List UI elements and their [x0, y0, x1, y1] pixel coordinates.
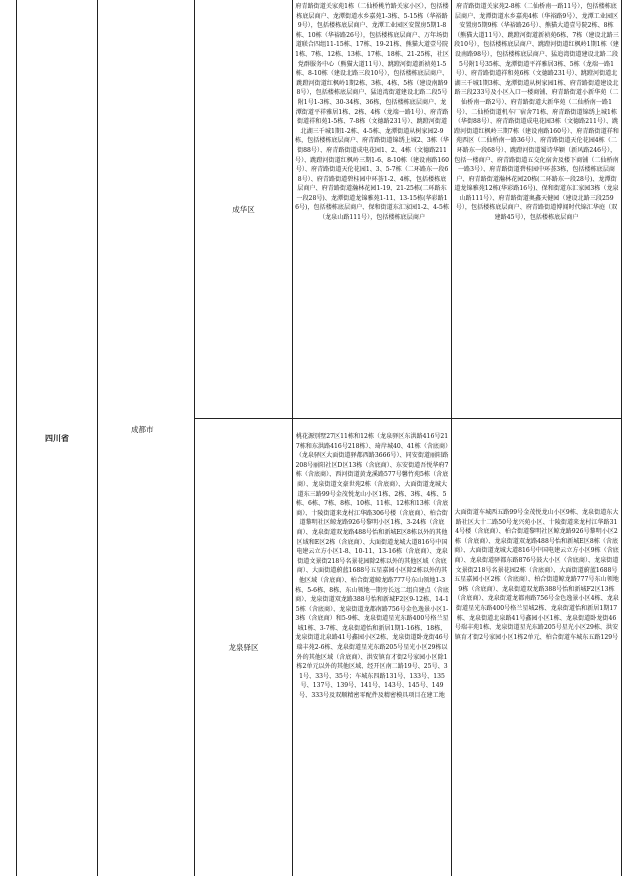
chenghua-area-b-text: 府青路街道关家苑2-8栋（二仙桥南一路11号），包括楼栋底层商户、龙潭街道水乡嘉苑4栋（华裕路9号）、龙潭工业园区安置房5期9栋（华裕路26号）、熊猫大道壹号院2栋、8栋（熊猫大道11号）、跳蹬河街道新祯苑6栋、7栋（建设北路三段10号），包括楼栋底层商户、跳蹬河街道红枫岭1期1栋（建设南路98号），包括楼栋底层商户、猛追湾街道建设北路二段5号附1号35栋、龙潭街道平祥雅居3栋、5栋（龙端一路1号）、府青路街道祥和苑6栋（文德路231号）、跳蹬河街道北湖三千城1期3栋、龙潭街道从树家园1栋、府青路街道建设北路三段233号及小区入口一楼商铺、府青路街道小新华苑（二仙桥南一路2号）、府青路街道大新华苑（二仙桥南一路1号）、二仙桥街道机车厂宿舍71栋、府青路街道锦绣上城1栋（华街88号）、府青路街道成电花园3栋（文德路211号）、跳蹬河街道红枫岭三期7栋（建设南路160号）、府青路街道祥和苑西区（二仙桥南一路36号）、府青路街道天伦花园4栋（二环路东一段68号）、跳蹬河街道蜀诗华颖（新风路246号），包括一楼商户、府青路街道五交化宿舍及楼下商铺（二仙桥南一路3号）、府青路街道碧桂园中环荟3栋，包括楼栋底层商户、府青路街道瀚林花园20栋(二环路东一段28号)、龙潭街道龙锦雅苑12栋(华彩路16号)、保和街道东汇家园3栋（龙泉山路111号）、府青路街道奥鑫天健园（建设北路三段259号），包括楼栋底层商户、府青路街道博闻时代锦汇华庭（双建路45号），包括楼栋底层商户	[454, 3, 619, 222]
column-divider	[292, 0, 293, 876]
chenghua-area-a-text: 府青路街道关家苑1栋（二仙桥桃竹路关家小区），包括楼栋底层商户、龙潭街道水乡嘉苑1-3栋、5-15栋（华裕路9号），包括楼栋底层商户、龙潭工业园区安置房5期1-8栋、10栋（华裕路26号），包括楼栋底层商户、万年场街道联合四组11-15栋、17栋、19-21栋、熊猫大道壹号院1栋、7栋、12栋、13栋、17栋、18栋、21-25栋，社区党群服务中心（熊猫大道11号）、跳蹬河街道新祯苑1-5栋、8-10栋（建设北路三段10号），包括楼栋底层商户、跳蹬河街道红枫岭1期2栋、3栋、4栋、5栋（建设南路98号），包括楼栋底层商户、猛追湾街道建设北路二段5号附1号1-3栋、30-34栋、36栋，包括楼栋底层商户、龙潭街道平祥雅居1栋、2栋、4栋（龙端一路1号）、府青路街道祥和苑1-5栋、7-8栋（文德路231号）、跳蹬河街道北湖三千城1期1-2栋、4-5栋、龙潭街道从树家园2-9栋，包括楼栋底层商户、府青路街道锦绣上城2、3栋（华街88号）、府青路街道成电花园1、2、4栋（文德路211号）、跳蹬河街道红枫岭三期1-6、8-10栋（建设南路160号）、府青路街道天伦花园1、3、5-7栋（二环路东一段68号）、府青路街道碧桂园中环荟1-2、4栋，包括楼栋底层商户、府青路街道瀚林花园1-19、21-25栋(二环路东一段28号)、龙潭街道龙锦雅苑1-11、13-15栋(华彩路16号)，包括楼栋底层商户、保和街道东汇家园1-2、4-5栋（龙泉山路111号），包括楼栋底层商户	[295, 3, 449, 222]
table-row-longquanyi-district	[195, 419, 292, 876]
longquanyi-area-a-text: 桃花源别墅27区11栋和12栋（龙泉驿区东洪路416号217栋和东洪路416号218栋）、琦岸城40、41栋（含底商）（龙泉驿区大面街道驿都西路3666号）、同安街道丽阳路208号丽阳社区D区13栋（含底商）、东安街道吾悦华府7栋（含底商）、西河街道黄龙溪路577号馨竹苑5栋（含底商）、龙泉街道文豪世苑2栋（含底商）、大面街道龙城大道东三路99号金茂悦龙山小区1栋、2栋、3栋、4栋、5栋、6栋、7栋、8栋、10栋、11栋、12栋和13栋（含底商）、十陵街道来龙村江华路306号楼（含底商）、柏合街道黎明社区鲸龙路926号黎明小区1栋、3-24栋（含底商）、龙泉街道双龙路488号怡和新城E区8栋以外的其他区域和E区2栋（含底商）、大面街道龙城大道816号中国电建云立方小区1-8、10-11、13-16栋（含底商）、龙泉街道文景街218号名景花园除2栋以外的其他区域（含底商）、大面街道蔚蓝1688号五星嘉园小区除2栋以外的其他区域（含底商）、柏合街道鲸龙路777号东山领地1-3栋、5-6栋、8栋、东山领地一期旁长远二组自建点（含底商）、龙泉街道双龙路388号怡和新城F2区9-12栋、14-15栋（含底商）、龙泉街道龙都南路756号金色逸景小区1-3栋（含底商）和5-9栋、龙泉街道星光东路400号格兰星城1栋、3-7栋、龙泉街道怡和新居1期1-16栋、18栋、龙泉街道北泉路41号鑫园小区2栋、龙泉街道卧龙街46号瑞丰苑2-6栋、龙泉街道星光东路205号星光小区29栋以外的其他区域（含底商）、洪安镇育才街2号家园小区除1栋2单元以外的其他区域、经开区南二路19号、25号、31号、33号、35号；车城东四路131号、133号、135号、137号、139号、141号、143号、145号、149号、333号及双顺精密零配件及精密模具项目在建工地	[295, 433, 449, 700]
column-divider	[451, 0, 452, 876]
province-label: 四川省	[45, 432, 69, 443]
district-label: 龙泉驿区	[228, 643, 259, 652]
district-label: 成华区	[232, 204, 255, 214]
table-border-right	[621, 0, 622, 876]
city-label: 成都市	[131, 425, 154, 434]
city-cell	[98, 0, 194, 876]
province-cell	[17, 0, 97, 876]
table-row-chenghua-district	[195, 0, 292, 418]
longquanyi-area-b-text: 大面街道车城西五路99号金茂悦龙山小区9栋、龙泉街道东大路社区大十二路50号龙兴苑小区、十陵街道来龙村江华路314号楼（含底商）、柏合街道黎明社区鲸龙路926号黎明小区2栋（含底商）、龙泉街道双龙路488号怡和新城E区8栋（含底商）、大面街道龙城大道816号中国电建云立方小区9栋（含底商）、龙泉街道驿都东路876号鼓大小区（含底商）、龙泉街道文景街218号名景花园2栋（含底商）、大面街道蔚蓝1688号五星嘉园小区2栋（含底商）、柏合街道鲸龙路777号东山领地9栋（含底商）、龙泉街道双龙路388号怡和新城F2区13栋（含底商）、龙泉街道龙都南路756号金色逸景小区4栋、龙泉街道星光东路400号格兰星城2栋、龙泉街道怡和新居1期17栋、龙泉街道北泉路41号鑫园小区1栋、龙泉街道卧龙街46号瑞丰苑1栋、龙泉街道星光东路205号星光小区29栋、洪安镇育才街2号家园小区1栋2单元、柏合街道车城东五路129号	[454, 509, 619, 641]
